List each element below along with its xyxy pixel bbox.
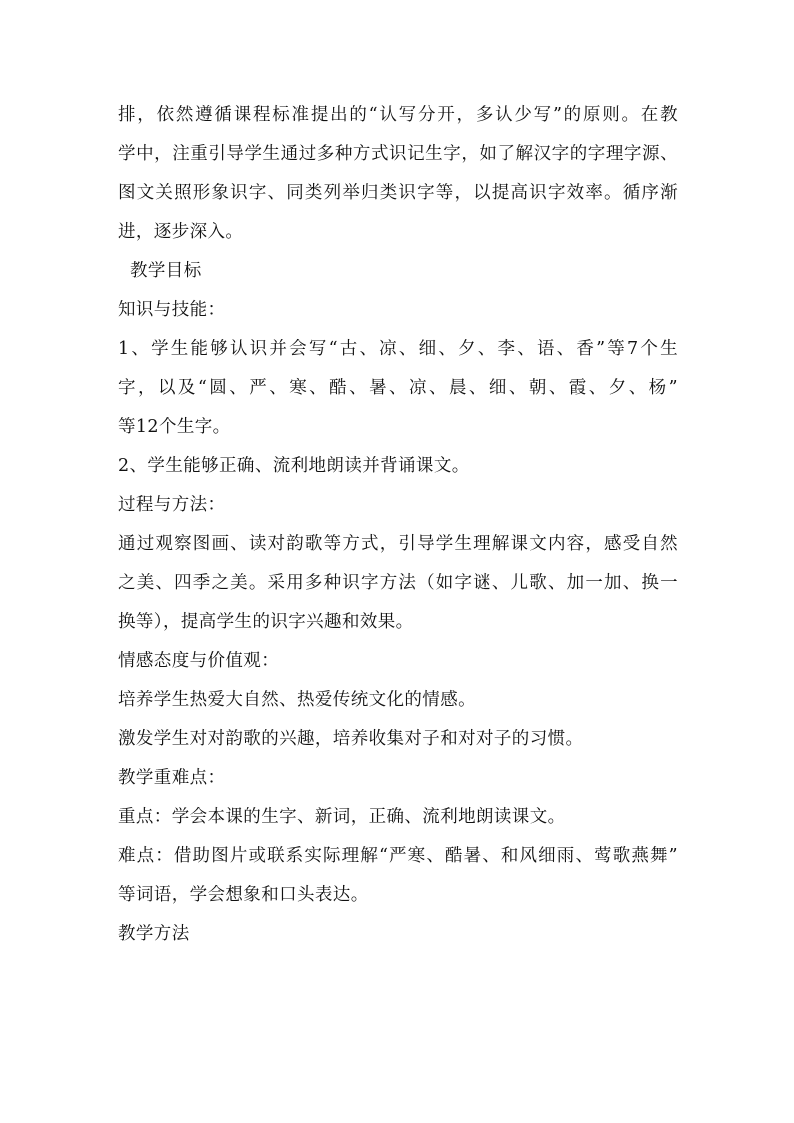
paragraph-line: 排，依然遵循课程标准提出的“认写分开，多认少写”的原则。在教 xyxy=(118,105,678,125)
difficult-point-line: 等词语，学会想象和口头表达。 xyxy=(118,885,369,905)
subheading-process-methods: 过程与方法： xyxy=(118,495,226,515)
process-paragraph-line: 之美、四季之美。采用多种识字方法（如字谜、儿歌、加一加、换一 xyxy=(118,573,678,593)
subheading-knowledge-skills: 知识与技能： xyxy=(118,300,226,320)
paragraph-line: 学中，注重引导学生通过多种方式识记生字，如了解汉字的字理字源、 xyxy=(118,144,678,164)
subheading-teaching-methods: 教学方法 xyxy=(118,924,190,944)
goal-item-2: 2、学生能够正确、流利地朗读并背诵课文。 xyxy=(118,456,470,476)
paragraph-line: 进，逐步深入。 xyxy=(118,222,244,242)
emotion-item: 激发学生对对韵歌的兴趣，培养收集对子和对对子的习惯。 xyxy=(118,729,584,749)
goal-item-1-line: 字，以及“圆、严、寒、酷、暑、凉、晨、细、朝、霞、夕、杨” xyxy=(118,378,678,398)
process-paragraph-line: 换等），提高学生的识字兴趣和效果。 xyxy=(118,612,414,632)
paragraph-line: 图文关照形象识字、同类列举归类识字等，以提高识字效率。循序渐 xyxy=(118,183,678,203)
key-point: 重点：学会本课的生字、新词，正确、流利地朗读课文。 xyxy=(118,807,566,827)
process-paragraph-line: 通过观察图画、读对韵歌等方式，引导学生理解课文内容，感受自然 xyxy=(118,534,678,554)
section-heading-teaching-goals: 教学目标 xyxy=(130,261,202,281)
goal-item-1-line: 1、学生能够认识并会写“古、凉、细、夕、李、语、香”等7个生 xyxy=(118,339,678,359)
difficult-point-line: 难点：借助图片或联系实际理解“严寒、酷暑、和风细雨、莺歌燕舞” xyxy=(118,846,678,866)
emotion-item: 培养学生热爱大自然、热爱传统文化的情感。 xyxy=(118,690,476,710)
subheading-emotion-values: 情感态度与价值观： xyxy=(118,651,280,671)
subheading-key-difficult-points: 教学重难点： xyxy=(118,768,226,788)
document-body xyxy=(118,96,678,954)
goal-item-1-line: 等12个生字。 xyxy=(118,417,231,437)
